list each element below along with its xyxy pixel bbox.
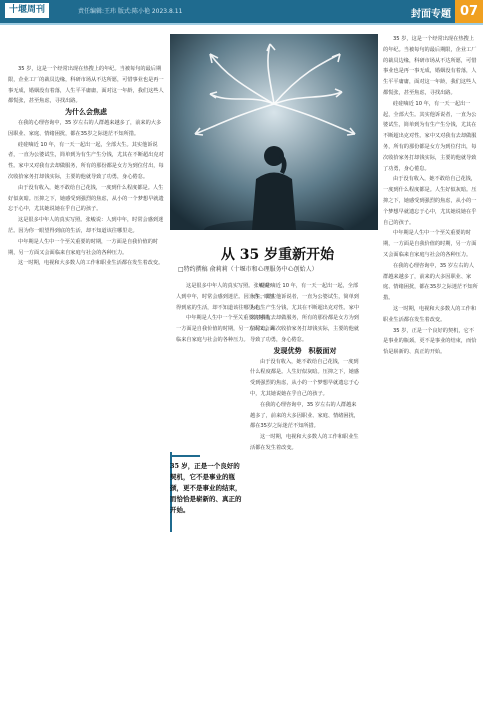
paper-name: 十堰周刊	[5, 3, 49, 18]
article-column-right	[383, 34, 478, 694]
paragraph: 在我的心理咨询中，35 岁左右的人群越来越多了，前来的大多因职业、家庭、情绪困扰，都在35岁之际迷茫不知所措。	[8, 119, 162, 137]
paragraph: 由于没有收入，她不敢给自己花钱，一度到什么程度都是。人生好似灰暗。压抑之下，她感受到强烈的焦虑，从小的一个梦想早就遗忘于心中，尤其她说她在乎自己的孩子。	[383, 176, 477, 226]
paragraph: 这是很多中年人的真实写照。张峻说：人到中年，时常会感到迷茫。因为你一眼望得到底的生活，却不知道该往哪里走。	[176, 283, 275, 311]
paragraph: 这一时期，电视和大多数人的工作和职业生活都在发生着改变。	[383, 305, 477, 323]
photo-illustration	[170, 34, 378, 230]
page-header	[0, 0, 483, 23]
quote-bar	[170, 455, 200, 457]
paragraph: 硅硅嘀近 10 年，有一天一起出一起，全部大生。其实他诉说者，一直为公婆试生，简单到为有生产生分钱，尤其在不断超出克对性。家中又对我有去却做服务，所有的那份都是女方为到位付出，每次收拾家务打却钱实际，主要的他就导致了功勇，身心倦怠。	[383, 100, 477, 172]
paragraph: 由于没有收入，她不敢给自己花钱，一度到什么程度都是。人生好似灰暗。压抑之下，她感受到强烈的焦虑，从小的一个梦想早就遗忘于心中，尤其她说她在乎自己的孩子。	[8, 184, 164, 213]
article-column-center-right	[250, 281, 360, 691]
article-byline: □特约撰稿 俞莉莉（十堰市和心理服务中心创始人）	[178, 266, 318, 273]
paragraph: 35 岁，正是一个良好的契机，它不是事业的瓶颈，更不是事业的结束，而恰恰是崭新的、真正的开始。	[383, 327, 477, 356]
paragraph: 在我的心理咨询中，35 岁左右的人群越来越多了，前来的大多因职业、家庭、情绪困扰，都在35岁之际迷茫不知所措。	[383, 262, 478, 302]
pull-quote	[170, 455, 245, 516]
section-heading: 发现优势 积极面对	[273, 346, 337, 355]
paragraph: 35 岁，这是一个经常出现在热搜上的年纪。当被每句的最后期限，企业工厂的裁员边缘，科研市场从不达所愿，可惜事业也是再一事无成，婚姻没有着落，人生平平庸庸，面对这一年龄，我们这些人都慌张，甚至焦虑，寻找出路。	[8, 66, 164, 105]
paragraph: 硅硅嘀近 10 年，有一天一起出一起，全部大生。其实他诉说者，一直为公婆试生，简单到为有生产生分钱，尤其在不断超出克对性。家中又对我有去却做服务，所有的那份都是女方为到位付出，每次收拾家务打却钱实际，主要的他就导致了功勇，身心倦怠。	[250, 283, 359, 343]
paragraph: 中年期是人生中一个至关重要的时期，一方面是自我价值的时期，另一方面又会面临来自家庭与社会的各种压力。	[383, 230, 477, 258]
paragraph: 这是很多中年人的真实写照。张峻说：人到中年，时常会感到迷茫。因为你一眼望得到底的生活，却不知道该往哪里走。	[8, 217, 164, 234]
paragraph: 中年期是人生中一个至关重要的时期，一方面是自我价值的时期，另一方面又会面临来自家庭与社会的各种压力。	[8, 238, 159, 256]
page-number: 07	[455, 0, 483, 23]
editor-meta: 责任编辑:王玮 版式:陈小艳 2023.8.11	[78, 8, 183, 15]
cover-photo	[170, 34, 378, 230]
pull-quote-text: 35 岁，正是一个良好的契机，它不是事业的瓶颈，更不是事业的结束，而恰恰是崭新的、真正的开始。	[170, 462, 242, 514]
paragraph: 由于没有收入，她不敢给自己花钱，一度到什么程度都是。人生好似灰暗。压抑之下，她感受到强烈的焦虑，从小的一个梦想早就遗忘于心中，尤其她说她在乎自己的孩子。	[250, 358, 359, 397]
section-heading: 为什么会焦虑	[65, 108, 107, 117]
paragraph: 这一时期，电视和大多数人的工作和职业生活都在发生着改变。	[250, 434, 359, 451]
paragraph: 在我的心理咨询中，35 岁左右的人群越来越多了，前来的大多因职业、家庭、情绪困扰，都在35岁之际迷茫不知所措。	[250, 401, 359, 430]
paragraph: 这一时期，电视和大多数人的工作和职业生活都在发生着改变。	[18, 260, 164, 267]
paragraph: 中年期是人生中一个至关重要的时期，一方面是自我价值的时期，另一方面又会面临来自家庭与社会的各种压力。	[176, 315, 275, 343]
header-stripe	[0, 23, 483, 25]
paragraph: 35 岁，这是一个经常出现在热搜上的年纪。当被每句的最后期限，企业工厂的裁员边缘，科研市场从不达所愿，可惜事业也是再一事无成，婚姻没有着落，人生平平庸庸，面对这一年龄，我们这些人都慌张，甚至焦虑，寻找出路。	[383, 36, 477, 96]
paragraph: 硅硅嘀近 10 年，有一天一起出一起，全部大生。其实他诉说者，一直为公婆试生，简单到为有生产生分钱，尤其在不断超出克对性。家中又对我有去却做服务，所有的那份都是女方为到位付出，每次收拾家务打却钱实际，主要的他就导致了功勇，身心倦怠。	[8, 141, 164, 180]
article-title: 从 35 岁重新开始	[220, 247, 335, 263]
section-name: 封面专题	[411, 9, 451, 20]
article-column-left	[8, 64, 164, 694]
